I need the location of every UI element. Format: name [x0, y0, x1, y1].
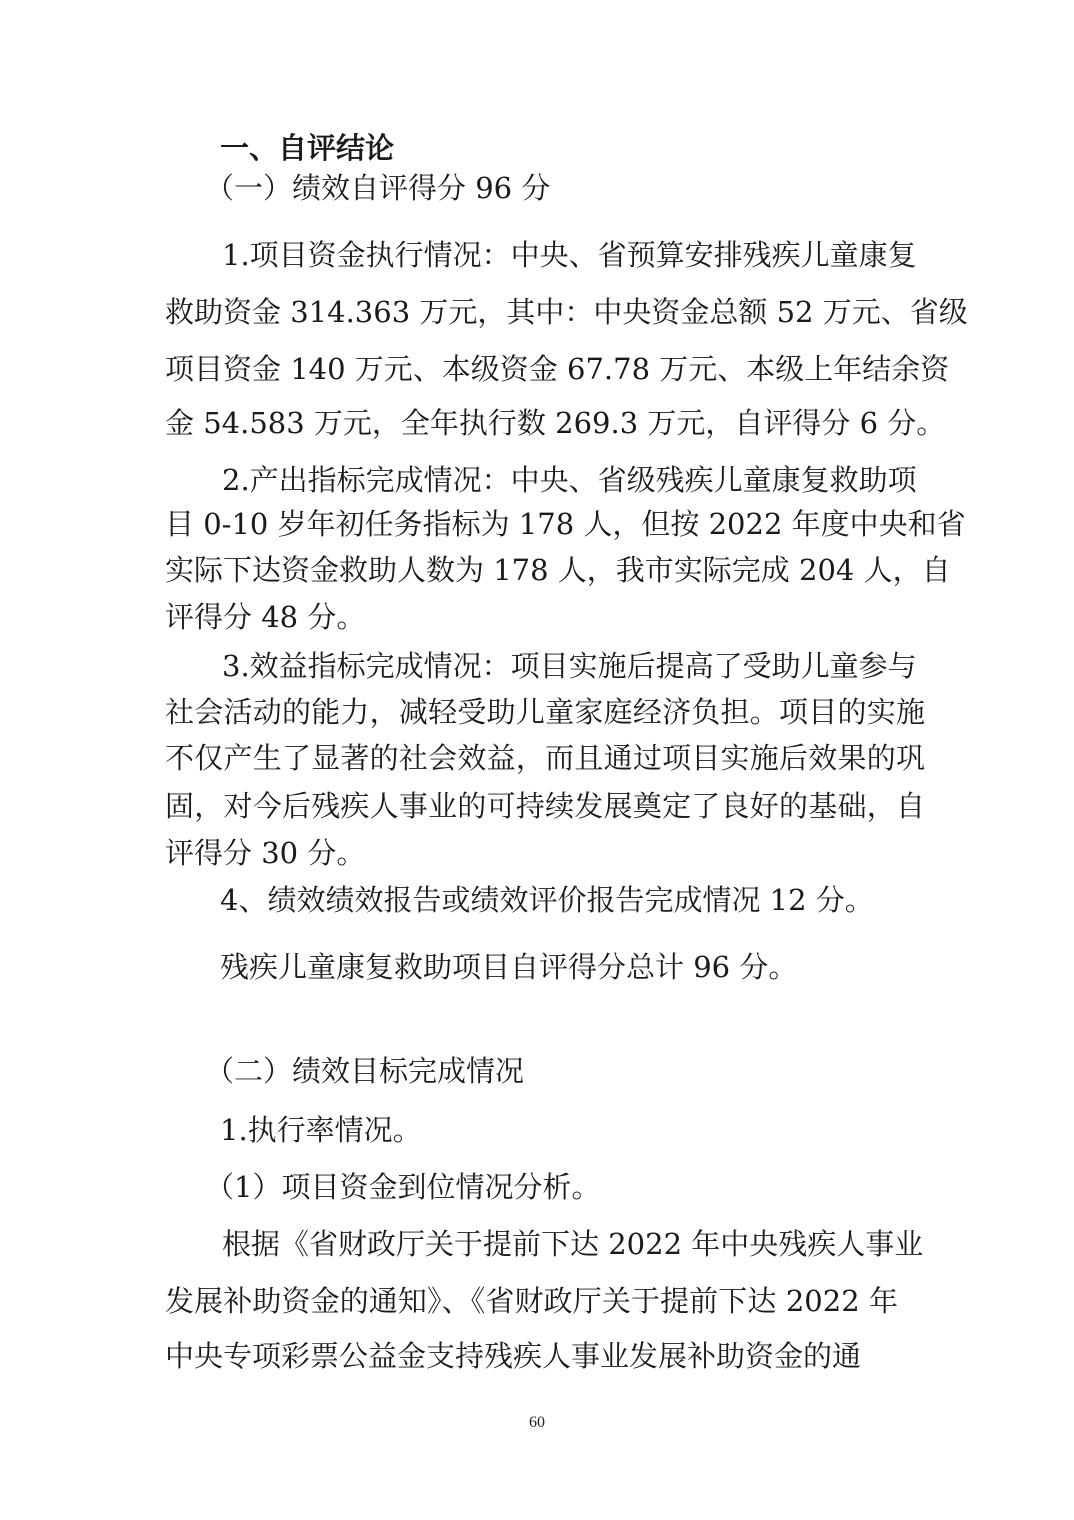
paragraph-4: 4、绩效绩效报告或绩效评价报告完成情况 12 分。	[220, 883, 874, 917]
paragraph-5-line-3: 中央专项彩票公益金支持残疾人事业发展补助资金的通	[165, 1339, 862, 1373]
section-heading: 一、自评结论	[220, 131, 395, 165]
paragraph-5-line-1: 根据《省财政厅关于提前下达 2022 年中央残疾人事业	[222, 1227, 924, 1261]
paragraph-1-line-3: 项目资金 140 万元、本级资金 67.78 万元、本级上年结余资	[165, 352, 950, 386]
item-1-1-heading: （1）项目资金到位情况分析。	[205, 1170, 601, 1204]
subsection-heading-2: （二）绩效目标完成情况	[205, 1054, 525, 1088]
paragraph-2-line-4: 评得分 48 分。	[165, 600, 366, 634]
total-score-line: 残疾儿童康复救助项目自评得分总计 96 分。	[220, 950, 798, 984]
paragraph-1-line-1: 1.项目资金执行情况：中央、省预算安排残疾儿童康复	[222, 238, 917, 272]
paragraph-2-line-1: 2.产出指标完成情况：中央、省级残疾儿童康复救助项	[222, 463, 917, 497]
paragraph-3-line-5: 评得分 30 分。	[165, 836, 366, 870]
paragraph-2-line-3: 实际下达资金救助人数为 178 人，我市实际完成 204 人，自	[165, 553, 951, 587]
paragraph-3-line-1: 3.效益指标完成情况：项目实施后提高了受助儿童参与	[222, 649, 917, 683]
paragraph-1-line-2: 救助资金 314.363 万元，其中：中央资金总额 52 万元、省级	[165, 295, 968, 329]
page-number: 60	[529, 1414, 545, 1431]
subsection-heading-1: （一）绩效自评得分 96 分	[205, 171, 551, 205]
paragraph-5-line-2: 发展补助资金的通知》、《省财政厅关于提前下达 2022 年	[165, 1284, 898, 1318]
paragraph-3-line-4: 固，对今后残疾人事业的可持续发展奠定了良好的基础，自	[165, 789, 925, 823]
paragraph-2-line-2: 目 0-10 岁年初任务指标为 178 人，但按 2022 年度中央和省	[165, 507, 966, 541]
item-1-heading: 1.执行率情况。	[220, 1113, 422, 1147]
paragraph-3-line-2: 社会活动的能力，减轻受助儿童家庭经济负担。项目的实施	[165, 695, 925, 729]
paragraph-1-line-4: 金 54.583 万元，全年执行数 269.3 万元，自评得分 6 分。	[165, 406, 946, 440]
paragraph-3-line-3: 不仅产生了显著的社会效益，而且通过项目实施后效果的巩	[165, 741, 925, 775]
